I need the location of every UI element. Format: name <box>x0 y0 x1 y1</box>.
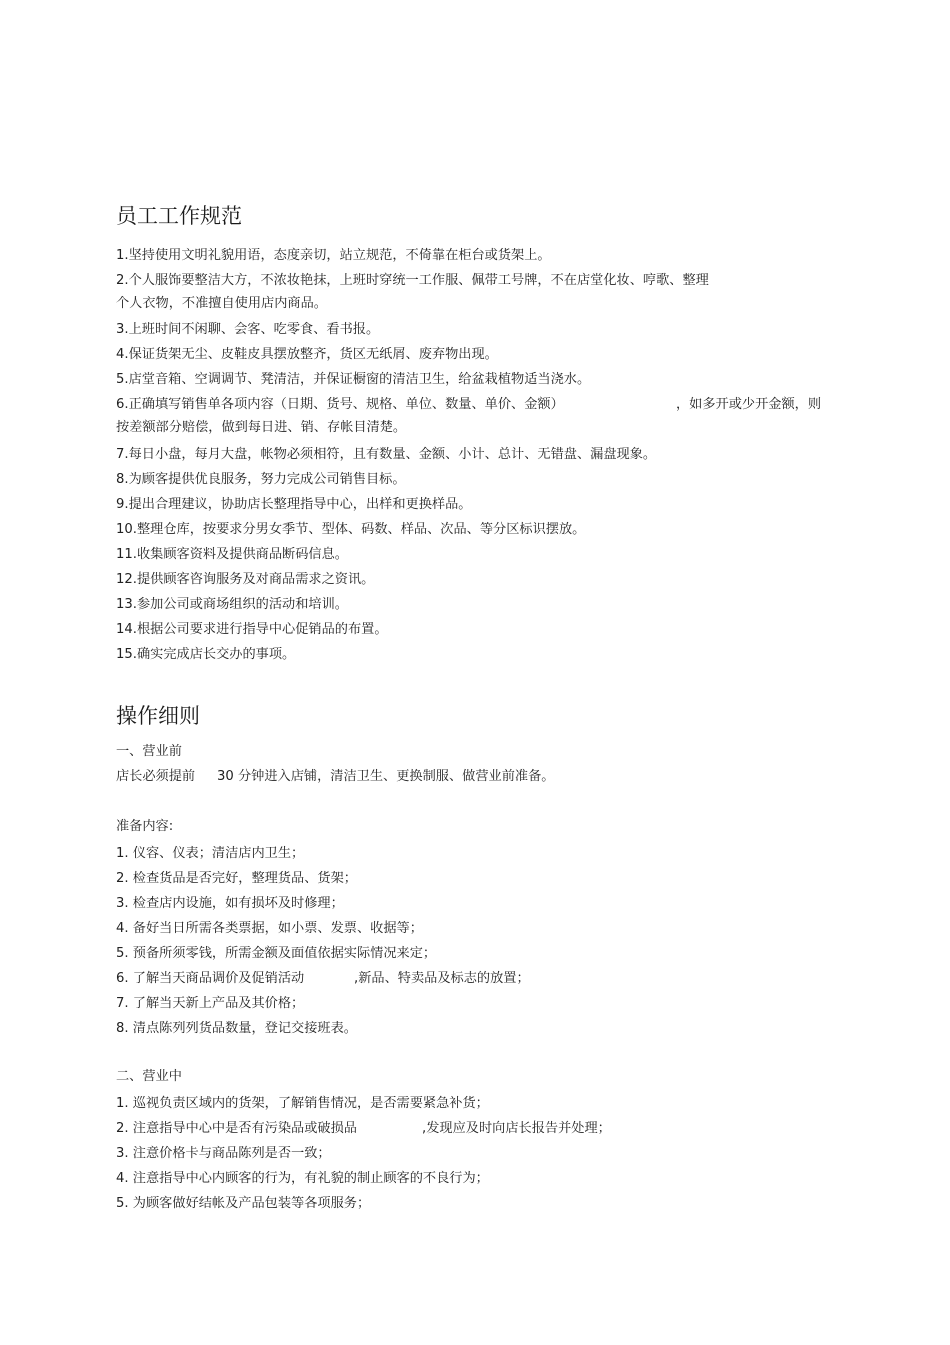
rule-item-6: 6.正确填写销售单各项内容（日期、货号、规格、单位、数量、单价、金额） <box>116 397 564 412</box>
rule-item-6-continued: 按差额部分赔偿，做到每日进、销、存帐目清楚。 <box>116 420 407 435</box>
prep-item-2: 2. 检查货品是否完好，整理货品、货架； <box>116 871 357 886</box>
prep-item-8: 8. 清点陈列列货品数量，登记交接班表。 <box>116 1021 357 1036</box>
rule-item-1: 1.坚持使用文明礼貌用语，态度亲切，站立规范，不倚靠在柜台或货架上。 <box>116 248 551 263</box>
rule-item-10: 10.整理仓库，按要求分男女季节、型体、码数、样品、次品、等分区标识摆放。 <box>116 522 586 537</box>
rule-item-2: 2.个人服饰要整洁大方，不浓妆艳抹，上班时穿统一工作服、佩带工号牌，不在店堂化妆、哼歌、整理 <box>116 273 709 288</box>
rule-item-5: 5.店堂音箱、空调调节、凳清洁，并保证橱窗的清洁卫生，给盆栽植物适当浇水。 <box>116 372 591 387</box>
prep-item-1: 1. 仪容、仪表；清洁店内卫生； <box>116 846 305 861</box>
rule-item-2-continued: 个人衣物，不准擅自使用店内商品。 <box>116 296 327 311</box>
rule-item-11: 11.收集顾客资料及提供商品断码信息。 <box>116 547 348 562</box>
rule-item-4: 4.保证货架无尘、皮鞋皮具摆放整齐，货区无纸屑、废弃物出现。 <box>116 347 498 362</box>
prep-item-6: 6. 了解当天商品调价及促销活动 <box>116 971 305 986</box>
during-item-4: 4. 注意指导中心内顾客的行为，有礼貌的制止顾客的不良行为； <box>116 1171 489 1186</box>
prep-item-7: 7. 了解当天新上产品及其价格； <box>116 996 305 1011</box>
rule-item-6-tail: ，如多开或少开金额，则 <box>676 397 822 412</box>
section-title-operations: 操作细则 <box>116 704 200 728</box>
during-item-2: 2. 注意指导中心中是否有污染品或破损品 <box>116 1121 357 1136</box>
rule-item-9: 9.提出合理建议，协助店长整理指导中心，出样和更换样品。 <box>116 497 472 512</box>
rule-item-12: 12.提供顾客咨询服务及对商品需求之资讯。 <box>116 572 375 587</box>
during-item-5: 5. 为顾客做好结帐及产品包装等各项服务； <box>116 1196 371 1211</box>
before-intro-start: 店长必须提前 <box>116 769 196 784</box>
rule-item-3: 3.上班时间不闲聊、会客、吃零食、看书报。 <box>116 322 380 337</box>
prep-item-4: 4. 备好当日所需各类票据，如小票、发票、收据等； <box>116 921 423 936</box>
before-heading: 一、营业前 <box>116 744 182 759</box>
prep-item-3: 3. 检查店内设施，如有损坏及时修理； <box>116 896 344 911</box>
rule-item-8: 8.为顾客提供优良服务，努力完成公司销售目标。 <box>116 472 406 487</box>
before-intro-end: 30 分钟进入店铺，清洁卫生、更换制服、做营业前准备。 <box>217 769 555 784</box>
prep-item-5: 5. 预备所须零钱，所需金额及面值依据实际情况来定； <box>116 946 437 961</box>
prep-label: 准备内容: <box>116 819 174 834</box>
rule-item-13: 13.参加公司或商场组织的活动和培训。 <box>116 597 348 612</box>
prep-item-6-tail: ,新品、特卖品及标志的放置； <box>354 971 530 986</box>
rule-item-7: 7.每日小盘，每月大盘，帐物必须相符，且有数量、金额、小计、总计、无错盘、漏盘现象。 <box>116 447 657 462</box>
during-item-1: 1. 巡视负责区域内的货架，了解销售情况，是否需要紧急补货； <box>116 1096 489 1111</box>
rule-item-15: 15.确实完成店长交办的事项。 <box>116 647 296 662</box>
during-heading: 二、营业中 <box>116 1069 182 1084</box>
during-item-3: 3. 注意价格卡与商品陈列是否一致； <box>116 1146 331 1161</box>
section-title-rules: 员工工作规范 <box>116 204 242 228</box>
rule-item-14: 14.根据公司要求进行指导中心促销品的布置。 <box>116 622 388 637</box>
during-item-2-tail: ,发现应及时向店长报告并处理； <box>422 1121 611 1136</box>
